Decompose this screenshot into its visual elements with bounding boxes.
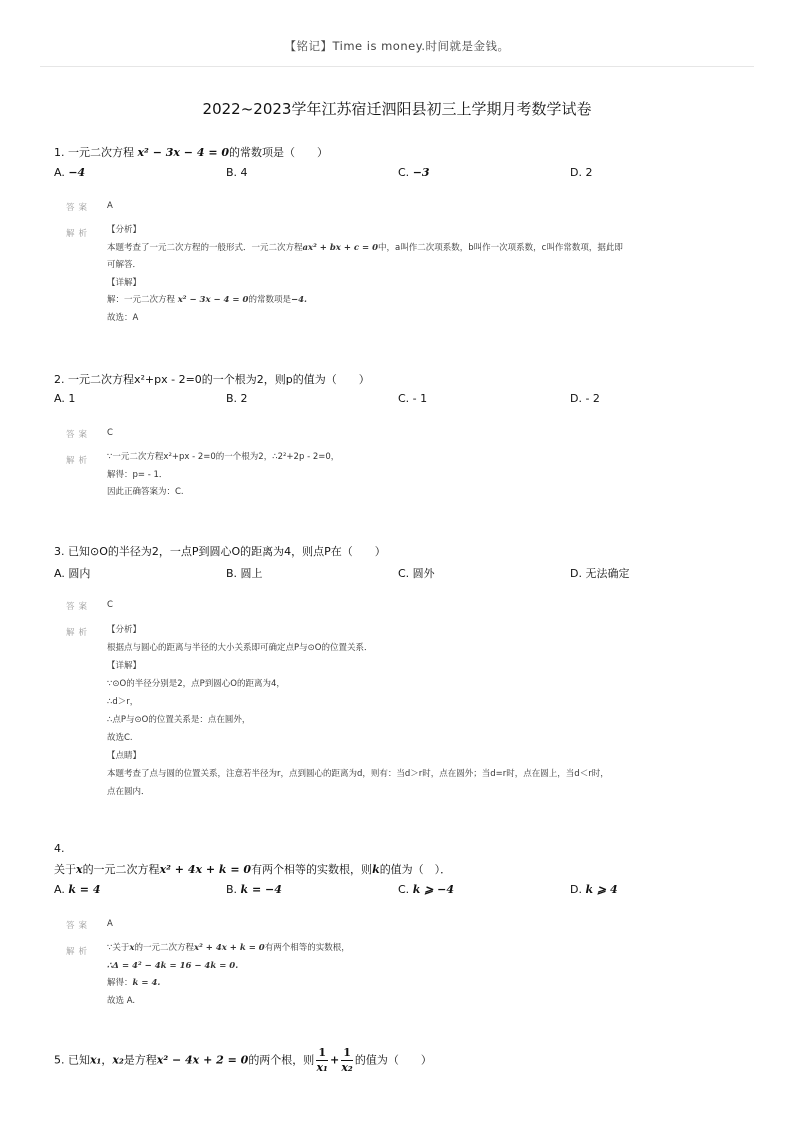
paper-title: 2022~2023学年江苏宿迁泗阳县初三上学期月考数学试卷 (202, 100, 592, 118)
question-1-prefix: 1. 一元二次方程 (54, 146, 138, 159)
explanation-line: 解：一元二次方程 x² − 3x − 4 = 0的常数项是−4. (107, 295, 307, 305)
question-3-answer: C (107, 600, 113, 610)
explanation-line: 因此正确答案为：C. (107, 487, 184, 497)
question-4-option-c: C. k ⩾ −4 (398, 883, 455, 896)
explanation-line: 故选：A (107, 312, 139, 323)
question-1-option-d: D. 2 (570, 166, 593, 179)
explanation-line: ∵一元二次方程x²+px - 2=0的一个根为2，∴2²+2p - 2=0， (107, 452, 340, 462)
explanation-line: 可解答． (107, 260, 142, 270)
question-1-suffix: 的常数项是（ ） (229, 146, 329, 159)
question-4-number: 4. (54, 842, 65, 855)
explanation-line: 解得：p= - 1． (107, 469, 168, 480)
question-1-answer: A (107, 201, 113, 211)
explanation-line: ∴d＞r， (107, 697, 139, 707)
explanation-line: 解得：k = 4. (107, 978, 161, 988)
header-motto: 【铭记】Time is money.时间就是金钱。 (284, 39, 510, 53)
explanation-line: 故选 A. (107, 995, 136, 1006)
question-4-option-a: A. k = 4 (54, 883, 101, 896)
explanation-line: 点在圆内． (107, 787, 150, 797)
explanation-line: ∵关于x的一元二次方程x² + 4x + k = 0有两个相等的实数根， (107, 943, 350, 953)
question-3-answer-label: 答案 (66, 602, 92, 612)
question-3-option-a: A. 圆内 (54, 567, 91, 580)
question-2-answer: C (107, 428, 113, 438)
question-1-analysis-label: 解析 (66, 229, 92, 239)
explanation-line: 本题考查了一元二次方程的一般形式．一元二次方程ax² + bx + c = 0中，a叫作二次项系数，b叫作一次项系数，c叫作常数项，据此即 (107, 242, 623, 253)
question-2-option-a: A. 1 (54, 392, 76, 405)
explanation-line: 【详解】 (107, 277, 142, 288)
question-4-option-b: B. k = −4 (226, 883, 282, 896)
explanation-line: ∴Δ = 4² − 4k = 16 − 4k = 0. (107, 960, 239, 971)
question-3-option-d: D. 无法确定 (570, 567, 630, 580)
question-3-analysis-label: 解析 (66, 628, 92, 638)
question-1-equation: x² − 3x − 4 = 0 (137, 146, 230, 159)
header-divider (40, 66, 754, 67)
question-3-explanation (107, 621, 609, 801)
question-2-explanation (107, 449, 339, 502)
question-2-option-d: D. - 2 (570, 392, 600, 405)
explanation-line: 【分析】 (107, 625, 142, 635)
question-2-option-b: B. 2 (226, 392, 248, 405)
question-5-stem: 5. 已知x₁，x₂是方程x² − 4x + 2 = 0的两个根，则 $\frac{1}{\text{x₁}}$ + $\frac{1}{\text{x₂}}$ 的值为（ ） (54, 1046, 432, 1074)
question-3-stem: 3. 已知⊙O的半径为2，一点P到圆心O的距离为4，则点P在（ ） (54, 545, 386, 558)
fraction-1-over-x1: $\frac{1}{\text{x₁}}$ (316, 1046, 328, 1074)
explanation-line: 【点睛】 (107, 751, 142, 761)
question-1-option-a: A. −4 (54, 166, 86, 179)
explanation-line: 本题考查了点与圆的位置关系，注意若半径为r，点到圆心的距离为d，则有：当d＞r时，点在圆外；当d=r时，点在圆上，当d＜r时， (107, 769, 609, 779)
question-2-stem: 2. 一元二次方程x²+px - 2=0的一个根为2，则p的值为（ ） (54, 373, 370, 386)
question-1-explanation (107, 222, 623, 327)
question-4-answer-label: 答案 (66, 921, 92, 931)
explanation-line: 【详解】 (107, 661, 142, 671)
question-4-answer: A (107, 919, 113, 929)
question-4-explanation (107, 940, 350, 1010)
question-1-option-c: C. −3 (398, 166, 430, 179)
explanation-line: 【分析】 (107, 225, 142, 235)
explanation-line: 故选C. (107, 733, 133, 743)
question-3-option-b: B. 圆上 (226, 567, 263, 580)
question-2-analysis-label: 解析 (66, 456, 92, 466)
explanation-line: ∵⊙O的半径分别是2，点P到圆心O的距离为4， (107, 679, 285, 689)
question-4-analysis-label: 解析 (66, 947, 92, 957)
question-1-option-b: B. 4 (226, 166, 248, 179)
question-4-stem: 关于x的一元二次方程x² + 4x + k = 0有两个相等的实数根，则k的值为（ ）． (54, 863, 452, 876)
question-2-option-c: C. - 1 (398, 392, 428, 405)
fraction-1-over-x2: $\frac{1}{\text{x₂}}$ (341, 1046, 353, 1074)
explanation-line: 根据点与圆心的距离与半径的大小关系即可确定点P与⊙O的位置关系． (107, 643, 373, 653)
question-2-answer-label: 答案 (66, 430, 92, 440)
question-1-stem (54, 144, 328, 160)
question-1-answer-label: 答案 (66, 203, 92, 213)
explanation-line: ∴点P与⊙O的位置关系是：点在圆外， (107, 715, 251, 725)
question-4-option-d: D. k ⩾ 4 (570, 883, 618, 896)
question-3-option-c: C. 圆外 (398, 567, 435, 580)
